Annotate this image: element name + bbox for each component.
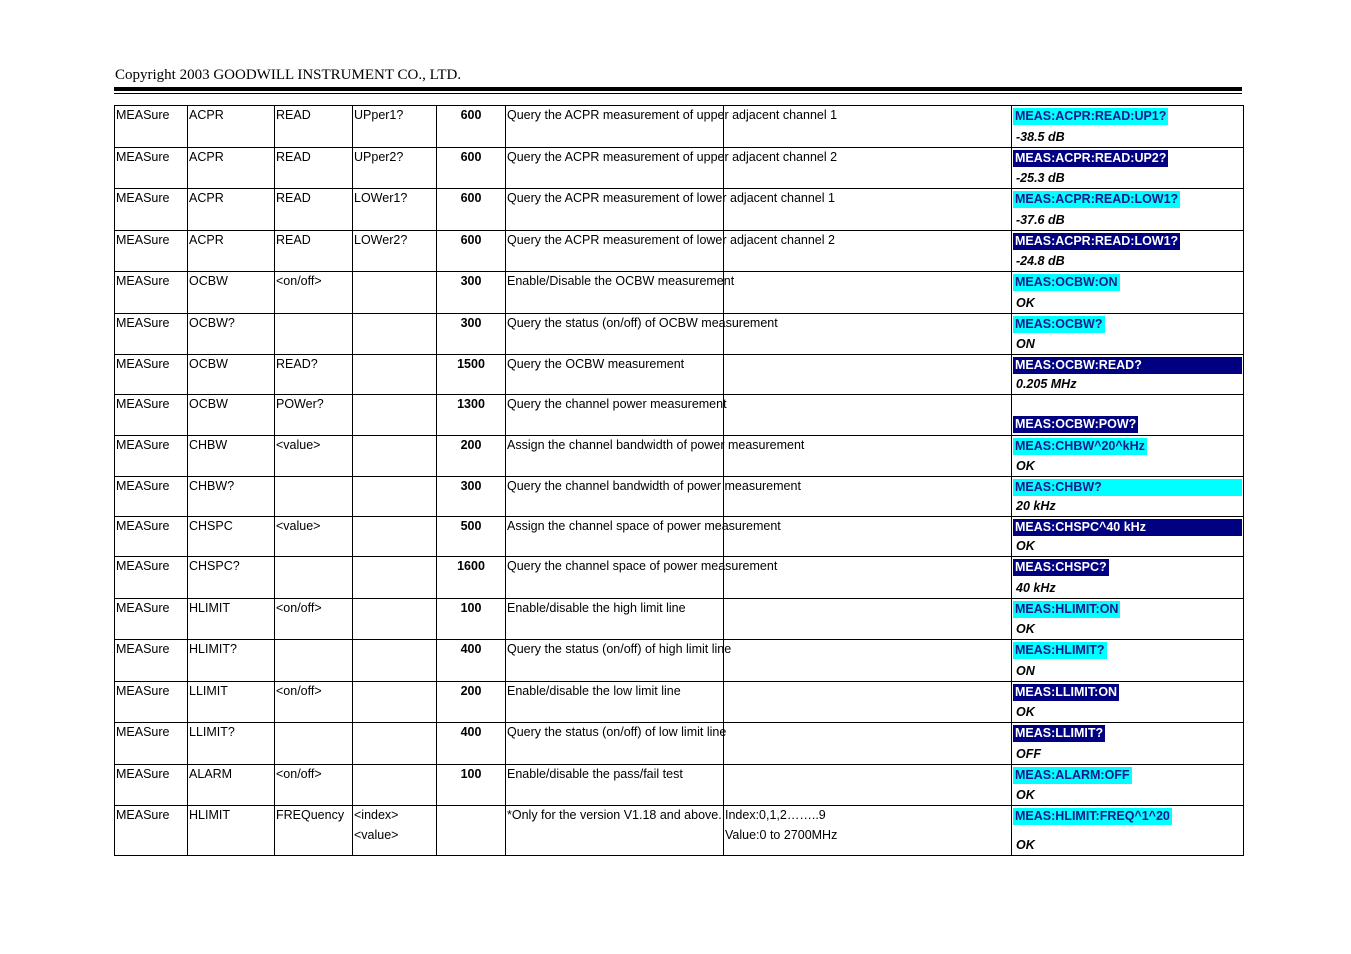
table-row	[115, 477, 1244, 517]
cell-subparameter	[353, 355, 437, 395]
cell-subsystem: HLIMIT?	[188, 640, 275, 682]
cell-example	[1012, 640, 1244, 682]
example-command: MEAS:HLIMIT:FREQ^1^20	[1015, 809, 1170, 823]
example-response: OK	[1016, 837, 1035, 852]
table-row	[115, 106, 1244, 148]
cell-example	[1012, 681, 1244, 723]
example-command: MEAS:HLIMIT:ON	[1015, 601, 1119, 616]
cell-example	[1012, 355, 1244, 395]
cell-example	[1012, 557, 1244, 599]
cell-description: Query the OCBW measurement	[506, 355, 724, 395]
cell-delay-value: 400	[437, 723, 506, 765]
cell-parameter: <on/off>	[275, 598, 353, 640]
cell-description: Query the status (on/off) of OCBW measurement	[506, 313, 724, 355]
cell-subsystem: ACPR	[188, 106, 275, 148]
cell-subparameter	[353, 806, 437, 856]
example-response: ON	[1016, 337, 1035, 351]
example-response: -25.3 dB	[1016, 171, 1065, 185]
example-response: 20 kHz	[1016, 499, 1056, 513]
cell-parameter: <value>	[275, 435, 353, 477]
example-command: MEAS:ACPR:READ:UP1?	[1015, 109, 1167, 123]
cell-root-keyword: MEASure	[115, 355, 188, 395]
cell-description: Assign the channel space of power measurement	[506, 517, 724, 557]
table-row	[115, 189, 1244, 231]
cell-delay-value: 600	[437, 230, 506, 272]
cell-root-keyword: MEASure	[115, 230, 188, 272]
example-command: MEAS:OCBW:POW?	[1015, 417, 1137, 431]
cell-subsystem: LLIMIT	[188, 681, 275, 723]
command-table	[114, 105, 1244, 856]
table-row	[115, 517, 1244, 557]
cell-note	[724, 806, 1012, 856]
cell-parameter: READ	[275, 230, 353, 272]
cell-parameter: READ	[275, 106, 353, 148]
cell-parameter	[275, 313, 353, 355]
table-row	[115, 640, 1244, 682]
cell-example	[1012, 230, 1244, 272]
cell-subparameter	[353, 764, 437, 806]
cell-subsystem: OCBW	[188, 355, 275, 395]
cell-delay-value: 200	[437, 435, 506, 477]
example-command: MEAS:HLIMIT?	[1015, 643, 1105, 657]
cell-example	[1012, 106, 1244, 148]
cell-parameter: <on/off>	[275, 272, 353, 314]
cell-example	[1012, 272, 1244, 314]
cell-parameter: FREQuency	[275, 806, 353, 856]
cell-delay-value: 600	[437, 189, 506, 231]
header-rule-thin	[114, 93, 1242, 94]
cell-example	[1012, 806, 1244, 856]
subparameter-value: <value>	[354, 827, 399, 842]
cell-example	[1012, 598, 1244, 640]
cell-subsystem: ACPR	[188, 147, 275, 189]
example-response: OK	[1016, 622, 1035, 636]
cell-note	[724, 640, 1012, 682]
cell-example	[1012, 435, 1244, 477]
cell-description: *Only for the version V1.18 and above.	[506, 806, 724, 856]
cell-example	[1012, 764, 1244, 806]
example-response: OK	[1016, 295, 1035, 310]
cell-subparameter	[353, 517, 437, 557]
table-row	[115, 557, 1244, 599]
cell-subparameter	[353, 681, 437, 723]
cell-delay-value: 400	[437, 640, 506, 682]
cell-subsystem: CHSPC?	[188, 557, 275, 599]
cell-root-keyword: MEASure	[115, 598, 188, 640]
cell-root-keyword: MEASure	[115, 272, 188, 314]
cell-subsystem: HLIMIT	[188, 806, 275, 856]
cell-subparameter: UPper2?	[353, 147, 437, 189]
cell-delay-value: 300	[437, 272, 506, 314]
cell-description: Query the ACPR measurement of lower adjacent channel 2	[506, 230, 724, 272]
example-command: MEAS:ACPR:READ:LOW1?	[1015, 192, 1179, 206]
example-response: 0.205 MHz	[1016, 377, 1077, 391]
cell-subparameter	[353, 313, 437, 355]
note-value-range: Value:0 to 2700MHz	[725, 827, 838, 842]
cell-subparameter	[353, 557, 437, 599]
table-row	[115, 598, 1244, 640]
example-command: MEAS:CHBW?	[1013, 479, 1242, 496]
cell-description: Enable/disable the high limit line	[506, 598, 724, 640]
cell-subsystem: ALARM	[188, 764, 275, 806]
cell-description: Assign the channel bandwidth of power measurement	[506, 435, 724, 477]
cell-delay-value: 200	[437, 681, 506, 723]
cell-description: Query the ACPR measurement of lower adjacent channel 1	[506, 189, 724, 231]
cell-note	[724, 598, 1012, 640]
cell-parameter	[275, 477, 353, 517]
cell-example	[1012, 395, 1244, 436]
subparameter-index: <index>	[354, 808, 399, 822]
cell-parameter: POWer?	[275, 395, 353, 436]
cell-root-keyword: MEASure	[115, 806, 188, 856]
cell-delay-value: 100	[437, 598, 506, 640]
cell-description: Query the status (on/off) of high limit line	[506, 640, 724, 682]
cell-delay-value: 300	[437, 313, 506, 355]
cell-delay-value: 300	[437, 477, 506, 517]
example-command: MEAS:OCBW:ON	[1015, 275, 1118, 289]
cell-root-keyword: MEASure	[115, 640, 188, 682]
cell-parameter: READ	[275, 147, 353, 189]
example-command: MEAS:LLIMIT:ON	[1015, 684, 1118, 699]
example-command: MEAS:ACPR:READ:LOW1?	[1015, 233, 1179, 248]
table-row	[115, 723, 1244, 765]
example-response: OFF	[1016, 746, 1041, 761]
cell-subsystem: ACPR	[188, 230, 275, 272]
cell-subparameter	[353, 723, 437, 765]
cell-description: Query the channel bandwidth of power measurement	[506, 477, 724, 517]
cell-root-keyword: MEASure	[115, 395, 188, 436]
cell-subparameter	[353, 477, 437, 517]
cell-subsystem: OCBW?	[188, 313, 275, 355]
cell-subparameter	[353, 598, 437, 640]
cell-delay-value: 1500	[437, 355, 506, 395]
cell-note	[724, 355, 1012, 395]
cell-root-keyword: MEASure	[115, 557, 188, 599]
example-command: MEAS:OCBW:READ?	[1013, 357, 1242, 374]
example-response: -37.6 dB	[1016, 212, 1065, 227]
table-row	[115, 313, 1244, 355]
example-command: MEAS:OCBW?	[1015, 316, 1103, 331]
cell-delay-value	[437, 806, 506, 856]
cell-subsystem: ACPR	[188, 189, 275, 231]
cell-description: Enable/disable the low limit line	[506, 681, 724, 723]
cell-subsystem: OCBW	[188, 272, 275, 314]
cell-parameter	[275, 723, 353, 765]
cell-subparameter: LOWer2?	[353, 230, 437, 272]
example-response: -24.8 dB	[1016, 254, 1065, 268]
cell-note	[724, 272, 1012, 314]
cell-subparameter	[353, 435, 437, 477]
example-command: MEAS:LLIMIT?	[1015, 726, 1104, 740]
table-row	[115, 435, 1244, 477]
example-command: MEAS:CHSPC^40 kHz	[1013, 519, 1242, 536]
cell-delay-value: 1300	[437, 395, 506, 436]
command-table-body	[115, 106, 1244, 856]
table-row	[115, 147, 1244, 189]
cell-description: Query the channel power measurement	[506, 395, 724, 436]
cell-root-keyword: MEASure	[115, 764, 188, 806]
cell-root-keyword: MEASure	[115, 147, 188, 189]
page-header-title: Copyright 2003 GOODWILL INSTRUMENT CO., LTD.	[115, 67, 462, 83]
cell-subsystem: CHBW	[188, 435, 275, 477]
cell-example	[1012, 477, 1244, 517]
example-spacer	[1013, 395, 1242, 414]
cell-subparameter	[353, 272, 437, 314]
cell-example	[1012, 723, 1244, 765]
example-response: OK	[1016, 705, 1035, 719]
table-row	[115, 764, 1244, 806]
cell-subsystem: HLIMIT	[188, 598, 275, 640]
cell-subsystem: LLIMIT?	[188, 723, 275, 765]
cell-delay-value: 100	[437, 764, 506, 806]
table-row	[115, 681, 1244, 723]
cell-parameter: <on/off>	[275, 681, 353, 723]
cell-description: Query the status (on/off) of low limit line	[506, 723, 724, 765]
example-response: OK	[1016, 539, 1035, 553]
cell-parameter	[275, 557, 353, 599]
cell-description: Enable/disable the pass/fail test	[506, 764, 724, 806]
cell-description: Query the ACPR measurement of upper adjacent channel 1	[506, 106, 724, 148]
cell-note	[724, 681, 1012, 723]
cell-root-keyword: MEASure	[115, 106, 188, 148]
cell-delay-value: 600	[437, 147, 506, 189]
cell-example	[1012, 147, 1244, 189]
table-row	[115, 806, 1244, 856]
cell-subparameter	[353, 640, 437, 682]
cell-subparameter: UPper1?	[353, 106, 437, 148]
cell-root-keyword: MEASure	[115, 435, 188, 477]
note-index-range: Index:0,1,2……..9	[725, 808, 826, 822]
cell-parameter: READ	[275, 189, 353, 231]
cell-delay-value: 600	[437, 106, 506, 148]
cell-subsystem: CHSPC	[188, 517, 275, 557]
cell-description: Enable/Disable the OCBW measurement	[506, 272, 724, 314]
example-command: MEAS:ACPR:READ:UP2?	[1015, 150, 1167, 165]
cell-parameter: <on/off>	[275, 764, 353, 806]
example-command: MEAS:ALARM:OFF	[1015, 767, 1130, 782]
cell-description: Query the ACPR measurement of upper adjacent channel 2	[506, 147, 724, 189]
example-command: MEAS:CHSPC?	[1015, 560, 1107, 574]
table-row	[115, 230, 1244, 272]
cell-root-keyword: MEASure	[115, 517, 188, 557]
example-response: OK	[1016, 459, 1035, 473]
cell-description: Query the channel space of power measurement	[506, 557, 724, 599]
cell-example	[1012, 517, 1244, 557]
example-response: OK	[1016, 788, 1035, 802]
table-row	[115, 355, 1244, 395]
header-rule-thick	[114, 87, 1242, 91]
cell-note	[724, 395, 1012, 436]
cell-subsystem: CHBW?	[188, 477, 275, 517]
cell-note	[724, 764, 1012, 806]
cell-parameter: READ?	[275, 355, 353, 395]
cell-subsystem: OCBW	[188, 395, 275, 436]
cell-subparameter: LOWer1?	[353, 189, 437, 231]
table-row	[115, 395, 1244, 436]
cell-note	[724, 723, 1012, 765]
example-response: ON	[1016, 663, 1035, 678]
cell-root-keyword: MEASure	[115, 189, 188, 231]
cell-root-keyword: MEASure	[115, 313, 188, 355]
example-command: MEAS:CHBW^20^kHz	[1015, 438, 1145, 453]
cell-delay-value: 1600	[437, 557, 506, 599]
cell-example	[1012, 313, 1244, 355]
cell-parameter	[275, 640, 353, 682]
cell-root-keyword: MEASure	[115, 477, 188, 517]
example-response: 40 kHz	[1016, 580, 1056, 595]
table-row	[115, 272, 1244, 314]
cell-example	[1012, 189, 1244, 231]
cell-delay-value: 500	[437, 517, 506, 557]
example-response: -38.5 dB	[1016, 129, 1065, 144]
cell-root-keyword: MEASure	[115, 723, 188, 765]
cell-root-keyword: MEASure	[115, 681, 188, 723]
cell-subparameter	[353, 395, 437, 436]
cell-parameter: <value>	[275, 517, 353, 557]
